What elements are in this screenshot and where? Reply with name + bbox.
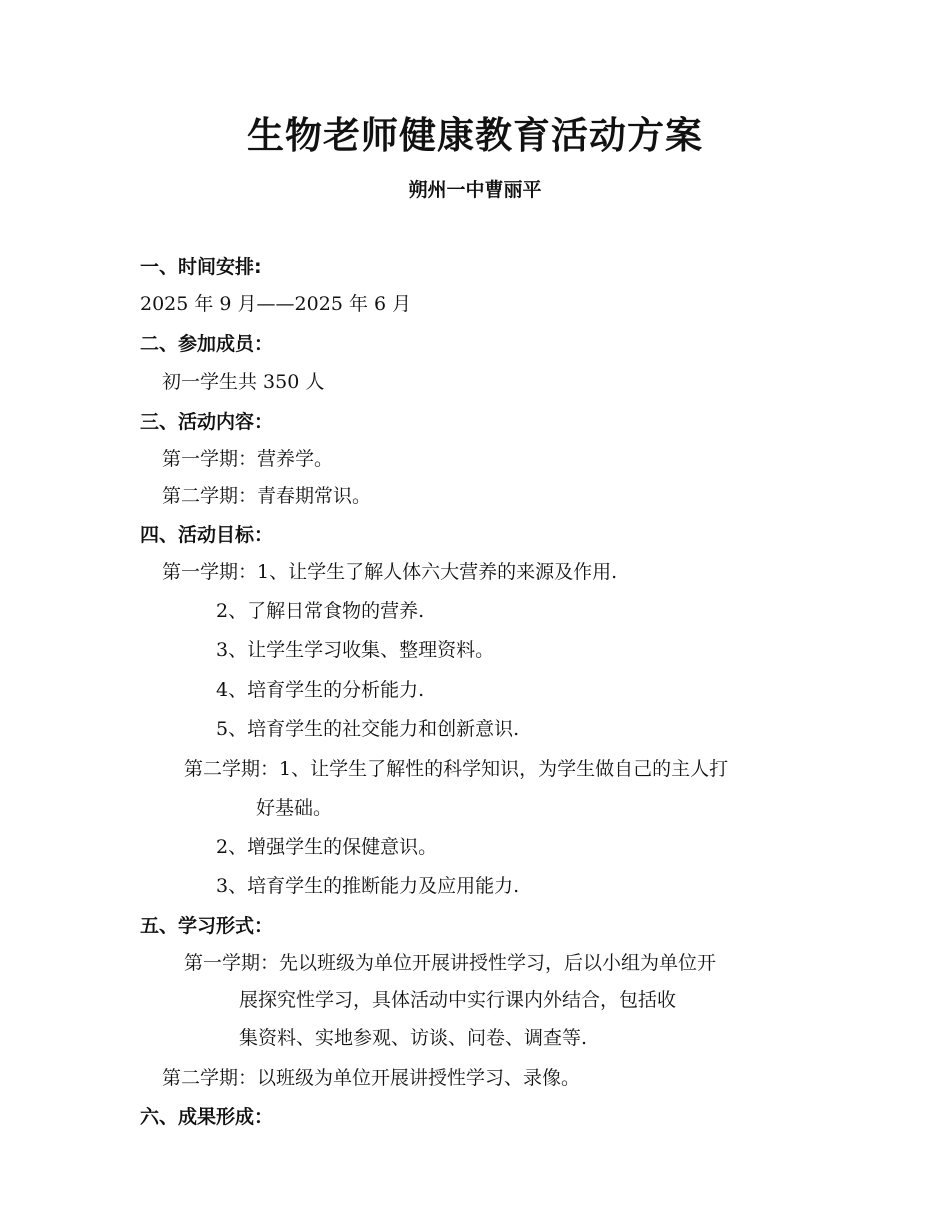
section-heading-members: 二、参加成员： — [140, 333, 274, 355]
goals-term2-item1: 第二学期：1、让学生了解性的科学知识，为学生做自己的主人打 — [184, 758, 729, 780]
document-title: 生物老师健康教育活动方案 — [247, 114, 703, 157]
learning-term2-line1: 第二学期：以班级为单位开展讲授性学习、录像。 — [162, 1067, 581, 1089]
goals-term1-item1: 第一学期：1、让学生了解人体六大营养的来源及作用. — [162, 561, 618, 583]
schedule-text: 2025 年 9 月——2025 年 6 月 — [140, 293, 412, 315]
goals-term2-item1-continued: 好基础。 — [256, 797, 333, 819]
goals-term1-item3: 3、让学生学习收集、整理资料。 — [216, 639, 495, 661]
goals-term2-item3: 3、培育学生的推断能力及应用能力. — [216, 875, 520, 897]
learning-term1-line2: 展探究性学习，具体活动中实行课内外结合，包括收 — [239, 989, 677, 1011]
section-heading-results: 六、成果形成： — [140, 1106, 274, 1128]
section-heading-schedule: 一、时间安排: — [140, 256, 262, 278]
learning-term1-line3: 集资料、实地参观、访谈、问卷、调查等. — [239, 1027, 588, 1049]
document-author: 朔州一中曹丽平 — [408, 179, 542, 201]
content-term2: 第二学期：青春期常识。 — [162, 485, 372, 507]
members-text: 初一学生共 350 人 — [162, 371, 325, 393]
goals-term1-item2: 2、了解日常食物的营养. — [216, 600, 425, 622]
goals-term1-item5: 5、培育学生的社交能力和创新意识. — [216, 718, 520, 740]
section-heading-content: 三、活动内容： — [140, 411, 274, 433]
goals-term1-item4: 4、培育学生的分析能力. — [216, 679, 425, 701]
section-heading-learning-form: 五、学习形式： — [140, 915, 274, 937]
section-heading-goals: 四、活动目标： — [140, 524, 274, 546]
learning-term1-line1: 第一学期：先以班级为单位开展讲授性学习，后以小组为单位开 — [184, 952, 717, 974]
content-term1: 第一学期：营养学。 — [162, 448, 334, 470]
goals-term2-item2: 2、增强学生的保健意识。 — [216, 836, 438, 858]
